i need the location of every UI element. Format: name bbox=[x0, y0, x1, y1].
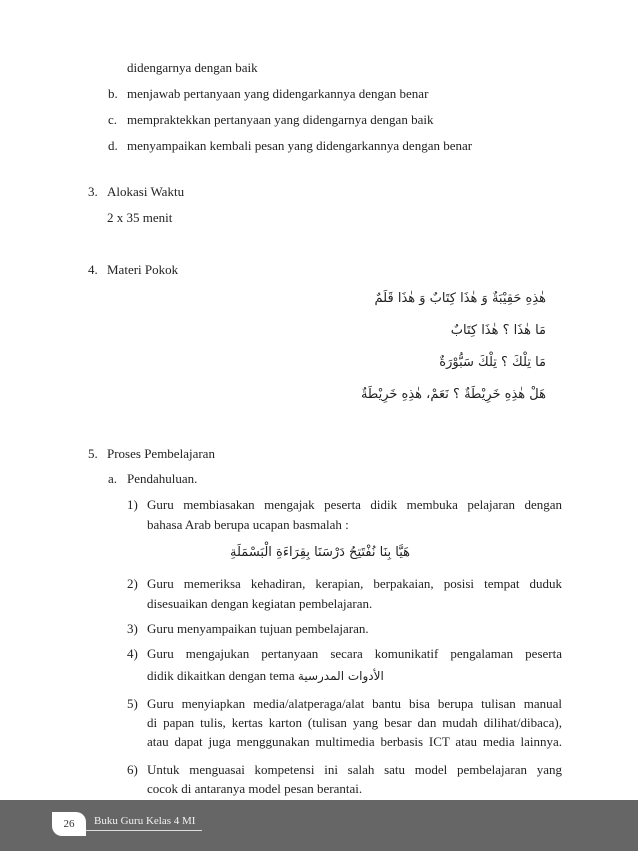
step-number: 1) bbox=[127, 497, 138, 512]
step-line: Guru membiasakan mengajak peserta didik membuka pelajaran dengan bbox=[147, 497, 562, 512]
arabic-line: مَا هٰذَا ؟ هٰذَا كِتَابٌ bbox=[450, 323, 546, 338]
step-line: disesuaikan dengan kegiatan pembelajaran. bbox=[147, 596, 373, 611]
step-number: 4) bbox=[127, 646, 138, 661]
step-number: 6) bbox=[127, 762, 138, 777]
section-title: Proses Pembelajaran bbox=[107, 446, 215, 461]
subsection-label: a. bbox=[108, 471, 118, 486]
section-title: Alokasi Waktu bbox=[107, 184, 185, 199]
subsection-title: Pendahuluan. bbox=[127, 471, 198, 486]
section-number: 4. bbox=[88, 262, 98, 277]
arabic-line: مَا تِلْكَ ؟ تِلْكَ سَبُّوْرَةٌ bbox=[439, 355, 546, 370]
step-number: 2) bbox=[127, 576, 138, 591]
arabic-line: هَلْ هٰذِهِ خَرِيْطَةٌ ؟ نَعَمْ، هٰذِهِ خَرِيْطَةٌ bbox=[360, 387, 546, 402]
step-line: Guru menyiapkan media/alatperaga/alat bantu bisa berupa tulisan manual bbox=[147, 696, 562, 711]
text-line: didengarnya dengan baik bbox=[127, 60, 258, 75]
step-line: cocok di antaranya model pesan berantai. bbox=[147, 781, 363, 796]
item-text: menyampaikan kembali pesan yang didengarkannya dengan benar bbox=[127, 138, 473, 153]
section-value: 2 x 35 menit bbox=[107, 210, 173, 225]
step-line: Untuk menguasai kompetensi ini salah satu model pembelajaran yang bbox=[147, 762, 562, 777]
step-number: 5) bbox=[127, 696, 138, 711]
step-line: bahasa Arab berupa ucapan basmalah : bbox=[147, 517, 349, 532]
section-number: 3. bbox=[88, 184, 98, 199]
footer-divider bbox=[86, 830, 202, 831]
book-title: Buku Guru Kelas 4 MI bbox=[94, 815, 196, 827]
arabic-theme: الأدوات المدرسية bbox=[297, 669, 384, 683]
page-number: 26 bbox=[52, 812, 86, 836]
step-line-text: didik dikaitkan dengan tema bbox=[147, 668, 295, 683]
step-number: 3) bbox=[127, 621, 138, 636]
basmalah-line: هَيَّا بِنَا نُفْتَتِحُ دَرْسَنَا بِقِرَاءَةِ الْبَسْمَلَةِ bbox=[230, 545, 410, 560]
section-number: 5. bbox=[88, 446, 98, 461]
arabic-line: هٰذِهِ حَقِيْبَةٌ وَ هٰذَا كِتَابٌ وَ هٰذَا قَلَمٌ bbox=[374, 291, 546, 306]
step-line bbox=[147, 668, 384, 684]
step-line: atau dapat juga menggunakan multimedia berbasis ICT atau media lainnya. bbox=[147, 734, 562, 749]
item-label: b. bbox=[108, 86, 118, 101]
step-line: Guru menyampaikan tujuan pembelajaran. bbox=[147, 621, 369, 636]
step-line: Guru mengajukan pertanyaan secara komunikatif pengalaman peserta bbox=[147, 646, 562, 661]
item-label: d. bbox=[108, 138, 118, 153]
item-label: c. bbox=[108, 112, 118, 127]
item-text: menjawab pertanyaan yang didengarkannya dengan benar bbox=[127, 86, 429, 101]
item-text: mempraktekkan pertanyaan yang didengarnya dengan baik bbox=[127, 112, 434, 127]
step-line: Guru memeriksa kehadiran, kerapian, berpakaian, posisi tempat duduk bbox=[147, 576, 562, 591]
step-line: di papan tulis, kertas karton (tulisan yang besar dan mudah dilihat/dibaca), bbox=[147, 715, 562, 730]
section-title: Materi Pokok bbox=[107, 262, 179, 277]
